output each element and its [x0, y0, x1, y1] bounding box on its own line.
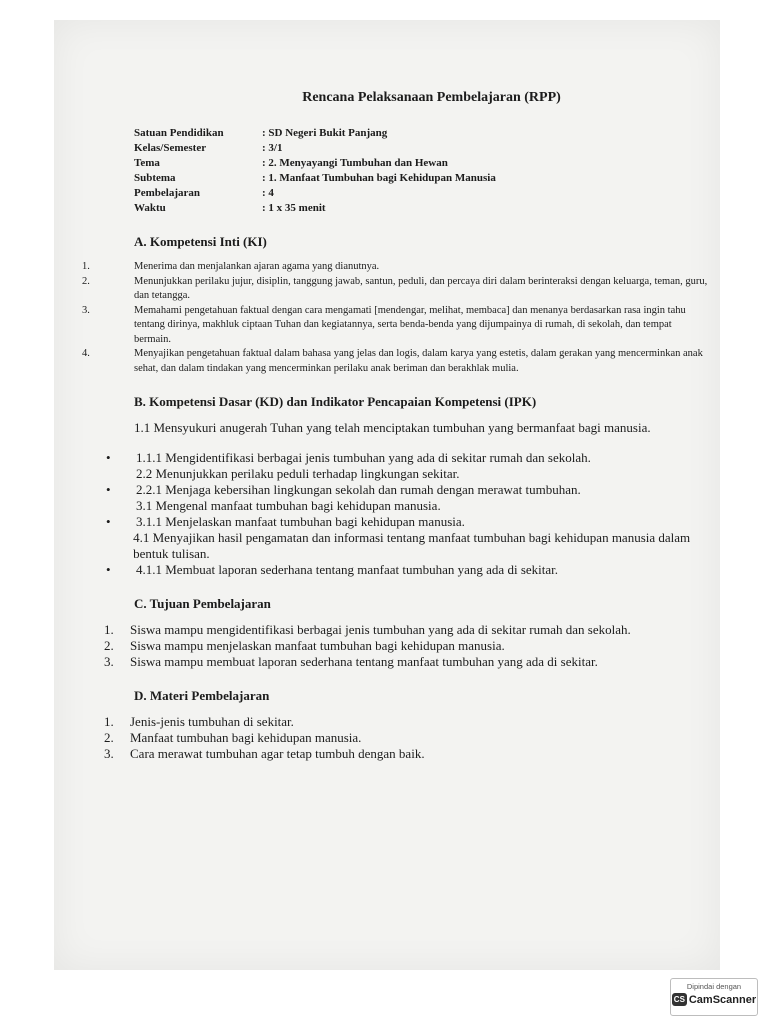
item-text: Menunjukkan perilaku jujur, disiplin, tanggung jawab, santun, peduli, dan percaya diri dalam berinteraksi dengan keluarga, teman, guru, dan tetangga.: [134, 275, 708, 301]
kd-line: [104, 482, 709, 498]
bullet-icon: [104, 530, 133, 562]
identity-label: Kelas/Semester: [134, 142, 207, 154]
item-number: 2.: [104, 638, 114, 653]
bullet-icon: [104, 466, 136, 482]
kd-line: [104, 498, 709, 514]
identity-row: [134, 171, 709, 186]
identity-label: Tema: [134, 157, 160, 169]
list-item: [82, 304, 709, 348]
camscanner-watermark: [670, 978, 758, 1016]
identity-row: [134, 186, 709, 201]
section-heading-tujuan: C. Tujuan Pembelajaran: [134, 596, 271, 611]
identity-value: : 4: [262, 187, 274, 199]
tujuan-list: [104, 622, 709, 670]
bullet-icon: •: [106, 450, 111, 465]
kd-text: 3.1.1 Menjelaskan manfaat tumbuhan bagi kehidupan manusia.: [136, 514, 465, 529]
kd-line: [104, 562, 709, 578]
identity-label: Pembelajaran: [134, 187, 200, 199]
item-number: 3.: [104, 654, 114, 669]
item-number: 1.: [104, 714, 114, 729]
camscanner-logo-icon: CS: [673, 995, 685, 1004]
bullet-icon: [104, 498, 136, 514]
kd-line: [104, 530, 709, 562]
section-heading-kd: B. Kompetensi Dasar (KD) dan Indikator Pencapaian Kompetensi (IPK): [134, 394, 537, 409]
materi-list: [104, 714, 709, 762]
watermark-caption: Dipindai dengan: [686, 982, 742, 991]
list-item: [82, 260, 709, 275]
list-item: [104, 654, 709, 670]
bullet-icon: •: [106, 562, 111, 577]
bullet-icon: •: [106, 514, 111, 529]
item-number: 3.: [104, 746, 114, 761]
item-number: 4.: [82, 348, 90, 359]
identity-label: Satuan Pendidikan: [134, 127, 224, 139]
item-number: 2.: [104, 730, 114, 745]
list-item: [104, 622, 709, 638]
item-text: Jenis-jenis tumbuhan di sekitar.: [130, 714, 294, 729]
kd-intro: 1.1 Mensyukuri anugerah Tuhan yang telah menciptakan tumbuhan yang bermanfaat bagi manusia.: [134, 420, 651, 435]
list-item: [82, 275, 709, 304]
kd-text: 4.1.1 Membuat laporan sederhana tentang manfaat tumbuhan yang ada di sekitar.: [136, 562, 558, 577]
item-text: Menerima dan menjalankan ajaran agama yang dianutnya.: [134, 261, 380, 272]
item-text: Cara merawat tumbuhan agar tetap tumbuh dengan baik.: [130, 746, 425, 761]
ki-list: [82, 260, 709, 376]
kd-text: 2.2 Menunjukkan perilaku peduli terhadap lingkungan sekitar.: [136, 466, 460, 481]
list-item: [104, 730, 709, 746]
identity-value: : 1 x 35 menit: [262, 202, 326, 214]
identity-label: Subtema: [134, 172, 176, 184]
identity-value: : 3/1: [262, 142, 283, 154]
kd-text: 4.1 Menyajikan hasil pengamatan dan informasi tentang manfaat tumbuhan bagi kehidupan manusia dalam bentuk tulisan.: [133, 530, 691, 561]
item-text: Memahami pengetahuan faktual dengan cara mengamati [mendengar, melihat, membaca] dan menanya berdasarkan rasa ingin tahu tentang dirinya, makhluk ciptaan Tuhan dan kegiatannya, serta benda-benda yang dijumpainya di rumah, di sekolah, dan tempat bermain.: [134, 304, 686, 345]
item-text: Menyajikan pengetahuan faktual dalam bahasa yang jelas dan logis, dalam karya yang estetis, dalam gerakan yang mencerminkan anak sehat, dan dalam tindakan yang mencerminkan perilaku anak beriman dan berakhlak mulia.: [134, 348, 703, 374]
kd-section: [106, 420, 709, 578]
item-text: Manfaat tumbuhan bagi kehidupan manusia.: [130, 730, 362, 745]
item-number: 2.: [82, 275, 90, 287]
item-text: Siswa mampu mengidentifikasi berbagai jenis tumbuhan yang ada di sekitar rumah dan sekolah.: [130, 622, 631, 637]
identity-row: [134, 126, 709, 141]
kd-line: [104, 466, 709, 482]
list-item: [82, 347, 709, 376]
document-title: Rencana Pelaksanaan Pembelajaran (RPP): [302, 90, 561, 105]
list-item: [104, 638, 709, 654]
identity-label: Waktu: [134, 202, 166, 214]
section-heading-materi: D. Materi Pembelajaran: [134, 688, 270, 703]
kd-line: [104, 514, 709, 530]
item-number: 1.: [82, 261, 90, 272]
identity-row: [134, 141, 709, 156]
item-number: 1.: [104, 622, 114, 637]
kd-line: [104, 450, 709, 466]
item-number: 3.: [82, 304, 90, 316]
kd-text: 1.1.1 Mengidentifikasi berbagai jenis tumbuhan yang ada di sekitar rumah dan sekolah.: [136, 450, 591, 465]
identity-value: : 2. Menyayangi Tumbuhan dan Hewan: [262, 157, 448, 169]
identity-value: : SD Negeri Bukit Panjang: [262, 127, 388, 139]
scanned-page: [54, 20, 720, 970]
identity-table: [134, 126, 709, 216]
watermark-brand: [671, 993, 757, 1006]
section-heading-ki: A. Kompetensi Inti (KI): [134, 234, 267, 249]
list-item: [104, 746, 709, 762]
kd-text: 3.1 Mengenal manfaat tumbuhan bagi kehidupan manusia.: [136, 498, 441, 513]
watermark-brand-name: CamScanner: [688, 993, 757, 1006]
identity-row: [134, 201, 709, 216]
identity-row: [134, 156, 709, 171]
item-text: Siswa mampu menjelaskan manfaat tumbuhan bagi kehidupan manusia.: [130, 638, 505, 653]
bullet-icon: •: [106, 482, 111, 497]
document-content: [82, 90, 709, 762]
identity-value: : 1. Manfaat Tumbuhan bagi Kehidupan Manusia: [262, 172, 496, 184]
item-text: Siswa mampu membuat laporan sederhana tentang manfaat tumbuhan yang ada di sekitar.: [130, 654, 598, 669]
list-item: [104, 714, 709, 730]
kd-text: 2.2.1 Menjaga kebersihan lingkungan sekolah dan rumah dengan merawat tumbuhan.: [136, 482, 581, 497]
